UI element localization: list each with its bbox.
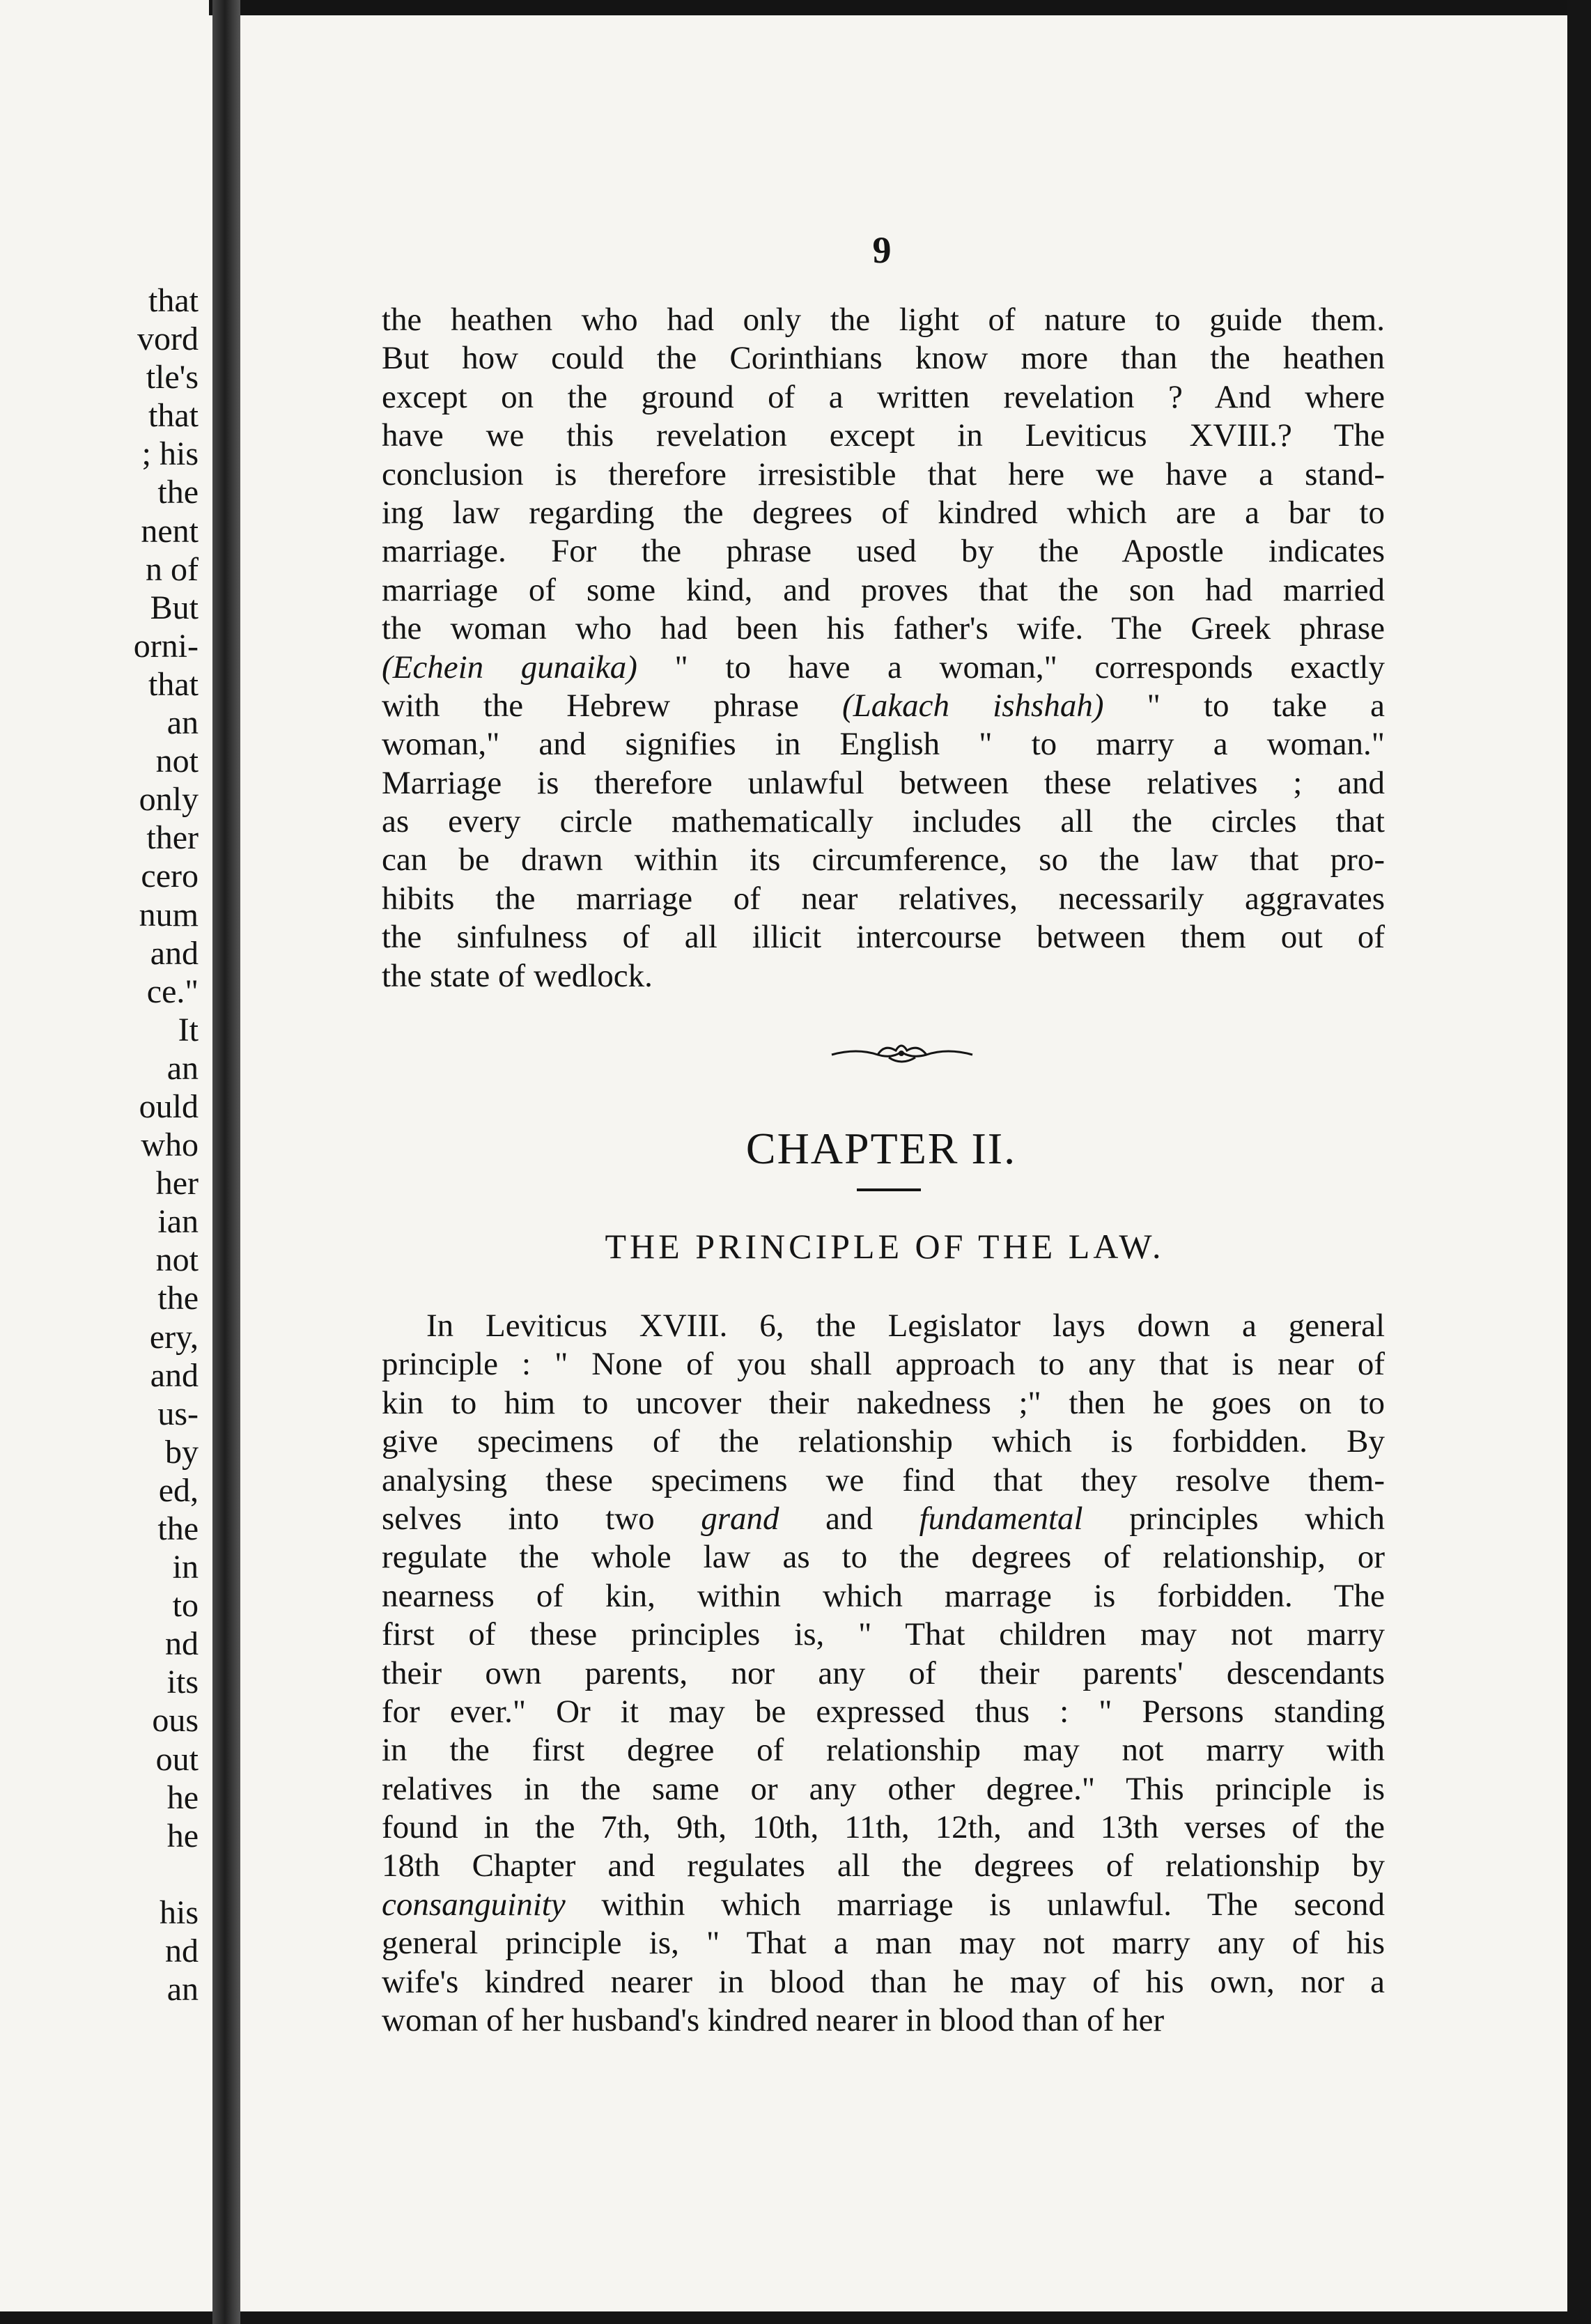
facing-page-line: ce." bbox=[146, 973, 199, 1010]
text-line: 18th Chapter and regulates all the degrees of relationship by bbox=[382, 1847, 1385, 1884]
text-line: marriage. For the phrase used by the Apostle indicates bbox=[382, 533, 1385, 570]
facing-page-line: nent bbox=[141, 512, 199, 550]
text-line: have we this revelation except in Leviticus XVIII.? The bbox=[382, 417, 1385, 454]
facing-page-line: cero bbox=[141, 858, 199, 895]
facing-page-line: nd bbox=[165, 1932, 199, 1970]
text-line: the heathen who had only the light of nature to guide them. bbox=[382, 302, 1385, 338]
text-line: In Leviticus XVIII. 6, the Legislator lays down a general bbox=[426, 1308, 1385, 1344]
facing-page-line: n of bbox=[146, 550, 199, 588]
facing-page-line: But bbox=[150, 589, 199, 626]
facing-page-line: his bbox=[159, 1893, 199, 1931]
facing-page-line: and bbox=[150, 1356, 199, 1394]
page-number: 9 bbox=[872, 229, 892, 271]
text-line: But how could the Corinthians know more than the heathen bbox=[382, 340, 1385, 377]
facing-page-line: not bbox=[155, 1241, 199, 1279]
facing-page-line: and bbox=[150, 934, 199, 972]
facing-page-line: vord bbox=[137, 320, 199, 358]
facing-page-line: num bbox=[139, 896, 199, 934]
facing-page-line: an bbox=[166, 1971, 199, 2008]
book-gutter bbox=[212, 0, 240, 2324]
facing-page-line: ous bbox=[152, 1702, 199, 1740]
facing-page-line: who bbox=[141, 1126, 199, 1164]
facing-page-line: orni- bbox=[133, 627, 199, 665]
text-line: selves into two grand and fundamental principles which bbox=[382, 1500, 1385, 1537]
facing-page-line: ed, bbox=[158, 1471, 199, 1509]
facing-page-line: It bbox=[178, 1011, 199, 1048]
text-line: ing law regarding the degrees of kindred which are a bar to bbox=[382, 494, 1385, 531]
text-line: woman," and signifies in English " to marry a woman." bbox=[382, 726, 1385, 763]
facing-page-line: her bbox=[155, 1165, 199, 1202]
facing-page-line: nd bbox=[165, 1625, 199, 1663]
text-line: found in the 7th, 9th, 10th, 11th, 12th, and 13th verses of the bbox=[382, 1809, 1385, 1846]
text-line: principle : " None of you shall approach to any that is near of bbox=[382, 1346, 1385, 1383]
chapter-subtitle: THE PRINCIPLE OF THE LAW. bbox=[605, 1227, 1165, 1266]
text-line: the woman who had been his father's wife. The Greek phrase bbox=[382, 610, 1385, 647]
text-line: give specimens of the relationship which is forbidden. By bbox=[382, 1423, 1385, 1460]
text-line: can be drawn within its circumference, so the law that pro- bbox=[382, 842, 1385, 878]
facing-page-line: its bbox=[166, 1664, 199, 1701]
text-line: Marriage is therefore unlawful between these relatives ; and bbox=[382, 764, 1385, 801]
text-line: with the Hebrew phrase (Lakach ishshah) " to take a bbox=[382, 687, 1385, 724]
text-line: first of these principles is, " That children may not marry bbox=[382, 1616, 1385, 1653]
heading-rule bbox=[857, 1188, 921, 1191]
text-line: kin to him to uncover their nakedness ;" then he goes on to bbox=[382, 1384, 1385, 1421]
facing-page-line: not bbox=[155, 743, 199, 780]
facing-page bbox=[0, 0, 212, 2324]
text-line: their own parents, nor any of their parents' descendants bbox=[382, 1655, 1385, 1691]
facing-page-line: in bbox=[172, 1549, 199, 1586]
facing-page-line: that bbox=[148, 397, 199, 435]
facing-page-line: an bbox=[166, 1049, 199, 1087]
scan-right-edge bbox=[1567, 0, 1591, 2324]
facing-page-line: ; his bbox=[141, 435, 199, 473]
facing-page-line bbox=[134, 1855, 199, 1893]
text-line: analysing these specimens we find that they resolve them- bbox=[382, 1462, 1385, 1498]
facing-page-line: by bbox=[165, 1433, 199, 1471]
facing-page-line: he bbox=[166, 1779, 199, 1816]
facing-page-line: us- bbox=[157, 1395, 199, 1432]
text-line: (Echein gunaika) " to have a woman," corresponds exactly bbox=[382, 649, 1385, 685]
text-line: conclusion is therefore irresistible that here we have a stand- bbox=[382, 456, 1385, 493]
facing-page-line: the bbox=[157, 474, 199, 511]
chapter-heading: CHAPTER II. bbox=[745, 1124, 1017, 1173]
text-line: for ever." Or it may be expressed thus : " Persons standing bbox=[382, 1693, 1385, 1730]
text-line: regulate the whole law as to the degrees of relationship, or bbox=[382, 1539, 1385, 1576]
text-line: nearness of kin, within which marrage is forbidden. The bbox=[382, 1577, 1385, 1614]
facing-page-text bbox=[134, 281, 199, 2008]
facing-page-line: that bbox=[148, 282, 199, 319]
text-line: relatives in the same or any other degree." This principle is bbox=[382, 1770, 1385, 1807]
text-line: hibits the marriage of near relatives, necessarily aggravates bbox=[382, 880, 1385, 917]
text-line: general principle is, " That a man may not marry any of his bbox=[382, 1925, 1385, 1962]
scan-top-edge bbox=[209, 0, 1591, 15]
facing-page-line: the bbox=[157, 1510, 199, 1547]
text-line: marriage of some kind, and proves that the son had married bbox=[382, 571, 1385, 608]
facing-page-line: to bbox=[172, 1587, 199, 1625]
facing-page-line: out bbox=[155, 1740, 199, 1778]
facing-page-line: he bbox=[166, 1817, 199, 1854]
paragraph-2 bbox=[382, 1307, 1385, 2040]
facing-page-line: tle's bbox=[146, 359, 199, 396]
text-line: woman of her husband's kindred nearer in blood than of her bbox=[382, 2002, 1165, 2039]
ornament-divider bbox=[829, 1038, 975, 1069]
facing-page-line: ian bbox=[157, 1203, 199, 1241]
text-line: as every circle mathematically includes all the circles that bbox=[382, 803, 1385, 840]
facing-page-line: ery, bbox=[149, 1318, 199, 1356]
facing-page-line: only bbox=[139, 781, 199, 819]
facing-page-line: an bbox=[166, 704, 199, 742]
text-line: wife's kindred nearer in blood than he may of his own, nor a bbox=[382, 1963, 1385, 2000]
text-line: consanguinity within which marriage is unlawful. The second bbox=[382, 1886, 1385, 1923]
facing-page-line: the bbox=[157, 1280, 199, 1317]
paragraph-1 bbox=[382, 301, 1385, 996]
text-line: in the first degree of relationship may not marry with bbox=[382, 1732, 1385, 1769]
text-line: the state of wedlock. bbox=[382, 957, 653, 994]
text-line: except on the ground of a written revelation ? And where bbox=[382, 378, 1385, 415]
facing-page-line: ther bbox=[146, 819, 199, 857]
facing-page-line: that bbox=[148, 665, 199, 703]
text-line: the sinfulness of all illicit intercourse between them out of bbox=[382, 919, 1385, 956]
facing-page-line: ould bbox=[139, 1087, 199, 1125]
